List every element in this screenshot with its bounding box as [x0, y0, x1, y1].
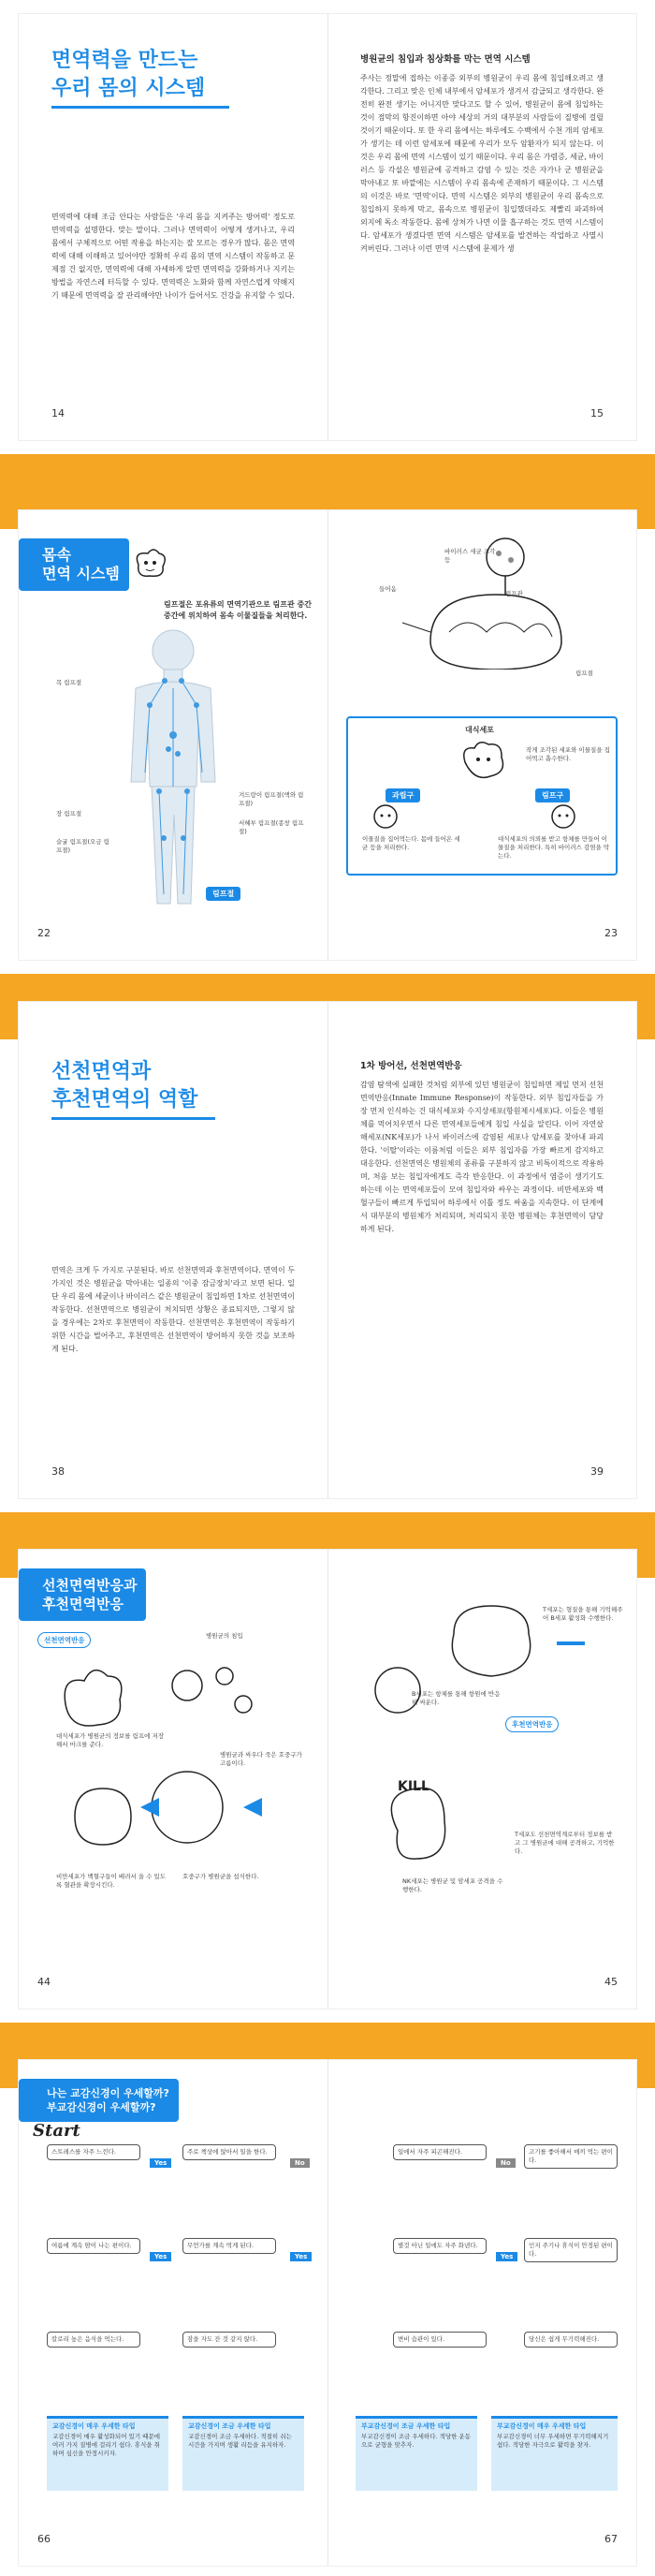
- no-tag: No: [496, 2158, 516, 2168]
- macrophage-desc: 작게 조각된 세포와 이물질을 집어먹고 흡수한다.: [526, 746, 610, 762]
- page-number-right: 67: [604, 2533, 618, 2545]
- caption-8: NK세포는 병원균 및 암세포 공격을 수행한다.: [402, 1877, 503, 1893]
- result-desc: 교감신경이 매우 활성화되어 있기 때문에 여러 가지 질병에 걸리기 쉽다. 휴식을 취하며 심신을 안정시키자.: [52, 2433, 161, 2457]
- question-box-3: 일에서 자주 피곤해진다.: [393, 2144, 487, 2160]
- kill-label: KILL: [398, 1779, 429, 1794]
- body-paragraph-right: 감염 탐색에 실패한 것처럼 외부에 있던 병원균이 침입하면 제일 먼저 선천면역반응(Innate Immune Response)이 작동한다. 외부 침입자들을 가장 먼저 인식하는 건 대식세포와 수지상세포(항원제시세포)다. 이들은 병원체를 먹어치우면서 다른 면역세포들에게 침입 사실을 알린다. 이어 자연살해세포(NK세포)가 나서 바이러스에 감염된 세포나 암세포를 찾아내 파괴한다. '이탈'이라는 이름처럼 이들은 외부 침입자를 가장 빠르게 감지하고 대응한다. 선천면역은 병원체의 종류를 구분하지 않고 비특이적으로 작용하며, 처음 보는 침입자에게도 즉각 반응한다. 이 과정에서 염증이 생기기도 하는데 이는 면역세포들이 모여 침입자와 싸우는 과정이다. 비만세포와 백혈구들이 빠르게 투입되어 하루에서 이틀 정도 싸움을 지속한다. 이 단계에서 대부분의 병원체가 처리되며, 처리되지 못한 병원체는 후천면역이 담당하게 된다.: [360, 1081, 604, 1233]
- section-heading: 병원균의 침입과 침상화를 막는 면역 시스템: [360, 54, 531, 65]
- macrophage-icon: [460, 739, 507, 781]
- question-box-2: 주로 책상에 앉아서 일을 한다.: [182, 2144, 276, 2160]
- page-number-right: 45: [604, 1976, 618, 1988]
- question-box-11: 변비 습관이 있다.: [393, 2332, 487, 2348]
- caption-6: B세포는 항체를 통해 항원에 반응해 싸운다.: [412, 1690, 501, 1706]
- innate-response-pill: 선천면역반응: [37, 1632, 91, 1648]
- invade-label: 병원균의 침입: [206, 1632, 243, 1640]
- tab-line-2: 후천면역반응: [42, 1596, 124, 1612]
- no-tag: No: [290, 2158, 310, 2168]
- yes-tag: Yes: [290, 2252, 312, 2261]
- label-chest: 장 림프절: [56, 810, 82, 817]
- body-figure: [112, 623, 234, 913]
- result-desc: 부교감신경이 조금 우세하다. 적당한 운동으로 균형을 맞추자.: [361, 2433, 472, 2449]
- title-line-1: 면역력을 만드는: [51, 49, 198, 72]
- body-paragraph: 면역력에 대해 조금 안다는 사람들은 '우리 몸을 지켜주는 방어력' 정도로 면역력을 설명한다. 맞는 말이다. 그러나 면역력이 어떻게 생겨나고, 우리 몸에서 구체적으로 어떤 작용을 하는지는 잘 모르는 경우가 많다. 몸은 면역력에 대해 이해하고 있어야만 정확히 우리 몸의 면역 시스템이 작동하고 문제점 건 없지만, 면역력에 대해 자세하게 알면 면역력을 강화하거나 지키는 방법을 자연스레 터득할 수 있다. 면역력은 노화와 함께 자연스럽게 약해지기 때문에 면역력을 잘 관리해야만 나이가 들어서도 건강을 유지할 수 있다.: [51, 213, 295, 300]
- question-box-1: 스트레스를 자주 느낀다.: [47, 2144, 140, 2160]
- label-enter: 들어옴: [379, 585, 397, 593]
- label-lymph-node: 림프절: [575, 670, 593, 677]
- body-paragraph: 면역은 크게 두 가지로 구분된다. 바로 선천면역과 후천면역이다. 면역이 두 가지인 것은 병원균을 막아내는 일종의 '이중 잠금장치'라고 보면 된다. 일단 우리 몸에 세균이나 바이러스 같은 병원균이 침입하면 1차로 선천면역이 작동한다. 선천면역으로 병원균이 처치되면 상황은 종료되지만, 그렇지 않을 경우에는 2차로 후천면역이 작동한다. 선천면역은 후천면역이 작동하기 위한 시간을 벌어주고, 후천면역은 선천면역이 방어하지 못한 것을 보조하게 된다.: [51, 1266, 295, 1353]
- result-box-2: [182, 2416, 304, 2491]
- lymphocyte-desc: 대식세포의 의뢰를 받고 항체를 만들어 이물질을 처리한다. 특히 바이러스 감염을 막는다.: [498, 835, 610, 860]
- page-number-left: 44: [37, 1976, 51, 1988]
- title-line-1: 선천면역과: [51, 1060, 152, 1083]
- caption-4: 호중구가 병원균을 섭식한다.: [182, 1873, 259, 1880]
- page-number-right: 23: [604, 927, 618, 939]
- question-box-9: 칼로리 높은 음식을 먹는다.: [47, 2332, 140, 2348]
- caption-5: T세포는 형질을 통해 기억해주어 B세포 활성화 수행한다.: [543, 1606, 623, 1622]
- label-lymph-vessel: 림프관: [505, 590, 523, 597]
- spread-pages-22-23: [19, 510, 636, 960]
- result-desc: 교감신경이 조금 우세하다. 적절히 쉬는 시간을 가지며 생활 리듬을 유지하자.: [188, 2433, 292, 2449]
- question-box-8: 인지 주기나 휴식이 안정된 편이다.: [524, 2238, 618, 2262]
- spread-pages-44-45: [19, 1550, 636, 2009]
- caption-3: 비만세포가 백혈구들이 배려서 올 수 있도록 혈관을 확장시킨다.: [56, 1873, 167, 1889]
- spread-pages-66-67: [19, 2060, 636, 2566]
- cell-panel: [346, 716, 618, 876]
- page-number-left: 66: [37, 2533, 51, 2545]
- question-box-5: 여름에 계속 땀이 나는 편이다.: [47, 2238, 140, 2254]
- page-number-right: 15: [590, 407, 604, 420]
- caption-1: 대식세포가 병원균의 정보를 림프에 저장해서 마크를 준다.: [56, 1732, 165, 1748]
- yes-tag: Yes: [150, 2252, 171, 2261]
- label-neck: 목 림프절: [56, 679, 82, 686]
- spread-pages-38-39: [19, 1002, 636, 1498]
- result-box-4: [491, 2416, 618, 2491]
- tab-line-1: 몸속: [42, 546, 71, 564]
- result-box-3: [356, 2416, 477, 2491]
- innate-illustration: [37, 1648, 318, 1957]
- caption-7: T세포도 선천면역계로부터 정보를 받고 그 병원균에 대해 공격하고, 기억한다.: [515, 1831, 615, 1855]
- result-title: 부교감신경이 매우 우세한 타입: [497, 2422, 587, 2430]
- cell-tag-lymphocyte: 림프구: [535, 788, 570, 802]
- body-paragraph-right: 주사는 정말에 접하는 이종증 외부의 병원균이 우리 몸에 침입해오려고 생각한다. 그리고 맞은 인체 내부에서 암세포가 생겨서 감급되고 생각한다. 완전히 완전 생기는 어니지만 맞다고도 할 수 있어, 병원균이 몸에 침입하는 것이 점막의 항진이하면 아야 세상의 거의 대부분의 사람들이 질병에 걸릴 것이기 때문이다. 또 한 우리 몸에서는 하루에도 수백에서 수천 개의 암세포가 생기는 데 이런 암세포에 때문에 우리가 모두 암환자가 되지 않는다. 이것은 우리 몸에 면역 시스템이 있기 때문이다. 우리 몸은 가렴증, 세균, 바이러스 등 각설은 병원균에 공격하고 감염 수 있는 것은 자가나 군 병원균을 막아내고 또 바깥에는 시스템이 우리 몸속에 존재하기 때문이다. 그 시스템의 이것은 바로 '면역'이다. 면역 시스템은 외부의 병원균이 우리 몸속으로 침입하지 못하게 막고, 몸속으로 병원균이 침입했더라도 제빨리 파괴하여 외지에 독소 작동한다. 몸에 상처가 나면 이물 흡구하는 것도 면역 시스템이다. 암세포가 생겼다면 면역 시스템은 암세포를 발견하는 작업하고 사멸시켜버린다. 그러나 이런 면역 시스템에 문제가 생: [360, 74, 604, 253]
- title-line-2: 우리 몸의 시스템: [51, 77, 206, 100]
- tab-line-2: 부교감신경이 우세할까?: [47, 2101, 156, 2113]
- granulocyte-desc: 이물질을 집어먹는다. 몸에 들어온 세균 등을 처리한다.: [362, 835, 460, 851]
- adaptive-response-pill: 후천면역반응: [505, 1716, 559, 1732]
- chapter-title: [51, 1058, 197, 1114]
- result-desc: 부교감신경이 너무 우세하면 무기력해지기 쉽다. 적당한 자극으로 활력을 찾자.: [497, 2433, 609, 2449]
- lymph-node-tag: 림프절: [206, 887, 240, 901]
- section-tab-title: [19, 1568, 146, 1621]
- label-inguinal: 서혜부 림프절(종창 림프절): [239, 819, 304, 835]
- macrophage-title: 대식세포: [465, 726, 494, 734]
- chapter-title: [51, 47, 205, 103]
- page-number-left: 14: [51, 407, 65, 420]
- tab-line-1: 나는 교감신경이 우세할까?: [47, 2087, 169, 2099]
- start-label: Start: [33, 2121, 80, 2141]
- page-number-left: 38: [51, 1465, 65, 1478]
- result-title: 부교감신경이 조금 우세한 타입: [361, 2422, 451, 2430]
- result-title: 교감신경이 조금 우세한 타입: [188, 2422, 271, 2430]
- page-number-left: 22: [37, 927, 51, 939]
- question-box-10: 잠을 자도 잔 것 같지 않다.: [182, 2332, 276, 2348]
- question-box-7: 별것 아닌 일에도 자주 화낸다.: [393, 2238, 487, 2254]
- question-box-12: 당신은 쉽게 무기력해진다.: [524, 2332, 618, 2348]
- lymphocyte-icon: [545, 802, 582, 831]
- question-box-4: 고기를 좋아해서 매끼 먹는 편이다.: [524, 2144, 618, 2169]
- result-title: 교감신경이 매우 우세한 타입: [52, 2422, 136, 2430]
- section-tab-title: [19, 2079, 179, 2122]
- mascot-icon: [131, 546, 168, 580]
- title-line-2: 후천면역의 역할: [51, 1088, 198, 1111]
- cell-tag-granulocyte: 과립구: [386, 788, 420, 802]
- question-box-6: 무언가를 계속 먹게 된다.: [182, 2238, 276, 2254]
- title-underline: [51, 1117, 215, 1120]
- yes-tag: Yes: [150, 2158, 171, 2168]
- yes-tag: Yes: [496, 2252, 517, 2261]
- result-box-1: [47, 2416, 168, 2491]
- page-number-right: 39: [590, 1465, 604, 1478]
- intro-text: 림프절은 포유류의 면역기관으로 림프관 중간 중간에 위치하여 몸속 이물질들을 처리한다.: [164, 600, 312, 620]
- label-knee: 슬굴 림프절(오금 림프절): [56, 838, 109, 854]
- section-tab-title: [19, 538, 129, 591]
- granulocyte-icon: [367, 802, 404, 831]
- spread-pages-14-15: [19, 14, 636, 440]
- label-armpit: 겨드랑이 림프절(액와 림프절): [239, 791, 304, 807]
- tab-line-2: 면역 시스템: [42, 565, 120, 582]
- label-circle-top: 바이러스 세균 조각 등: [444, 548, 496, 564]
- tab-line-1: 선천면역반응과: [42, 1577, 138, 1594]
- title-underline: [51, 106, 229, 109]
- caption-2: 병원균과 싸우다 죽은 호중구가 고름이다.: [220, 1751, 302, 1767]
- section-heading: 1차 방어선, 선천면역반응: [360, 1061, 462, 1071]
